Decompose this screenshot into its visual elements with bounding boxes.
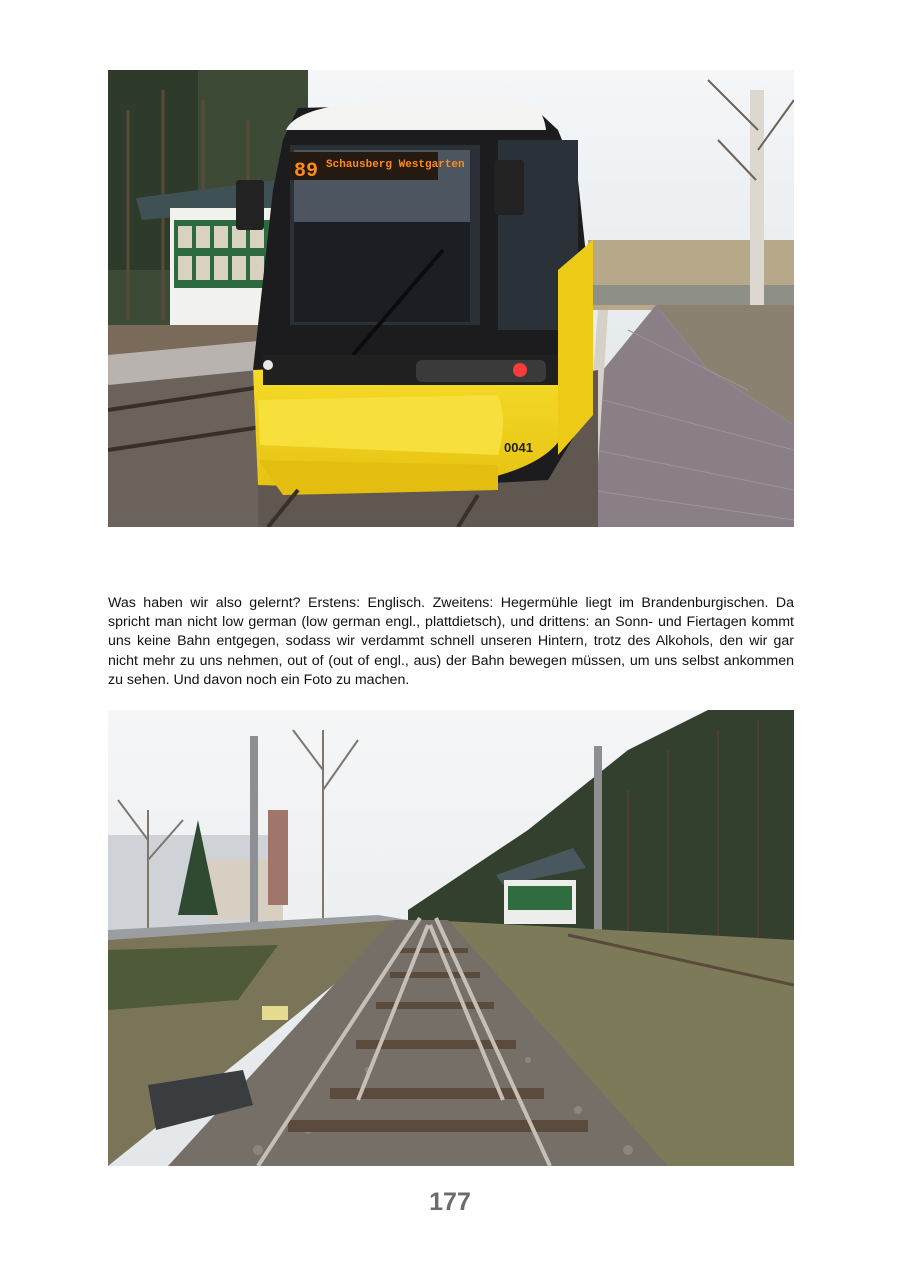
tram-route-number: 89: [294, 160, 319, 183]
page-number: 177: [429, 1188, 471, 1216]
photo-railway-track: [108, 710, 794, 1166]
tram-destination-display: Schausberg Westgarten: [326, 159, 465, 171]
tram-fleet-number: 0041: [504, 440, 533, 455]
photo-tram-at-stop: [108, 70, 794, 527]
body-paragraph: Was haben wir also gelernt? Erstens: Englisch. Zweitens: Hegermühle liegt im Brandenburgischen. Da spricht man nicht low german (low german engl., plattdietsch), und drittens: an Sonn- und Fiertagen kommt uns keine Bahn entgegen, sodass wir verdammt schnell unseren Hintern, trotz des Alkohols, den wir gar nicht mehr zu uns nehmen, out of (out of engl., aus) der Bahn bewegen müssen, um uns selbst ankommen zu sehen. Und davon noch ein Foto zu machen.: [108, 595, 794, 688]
